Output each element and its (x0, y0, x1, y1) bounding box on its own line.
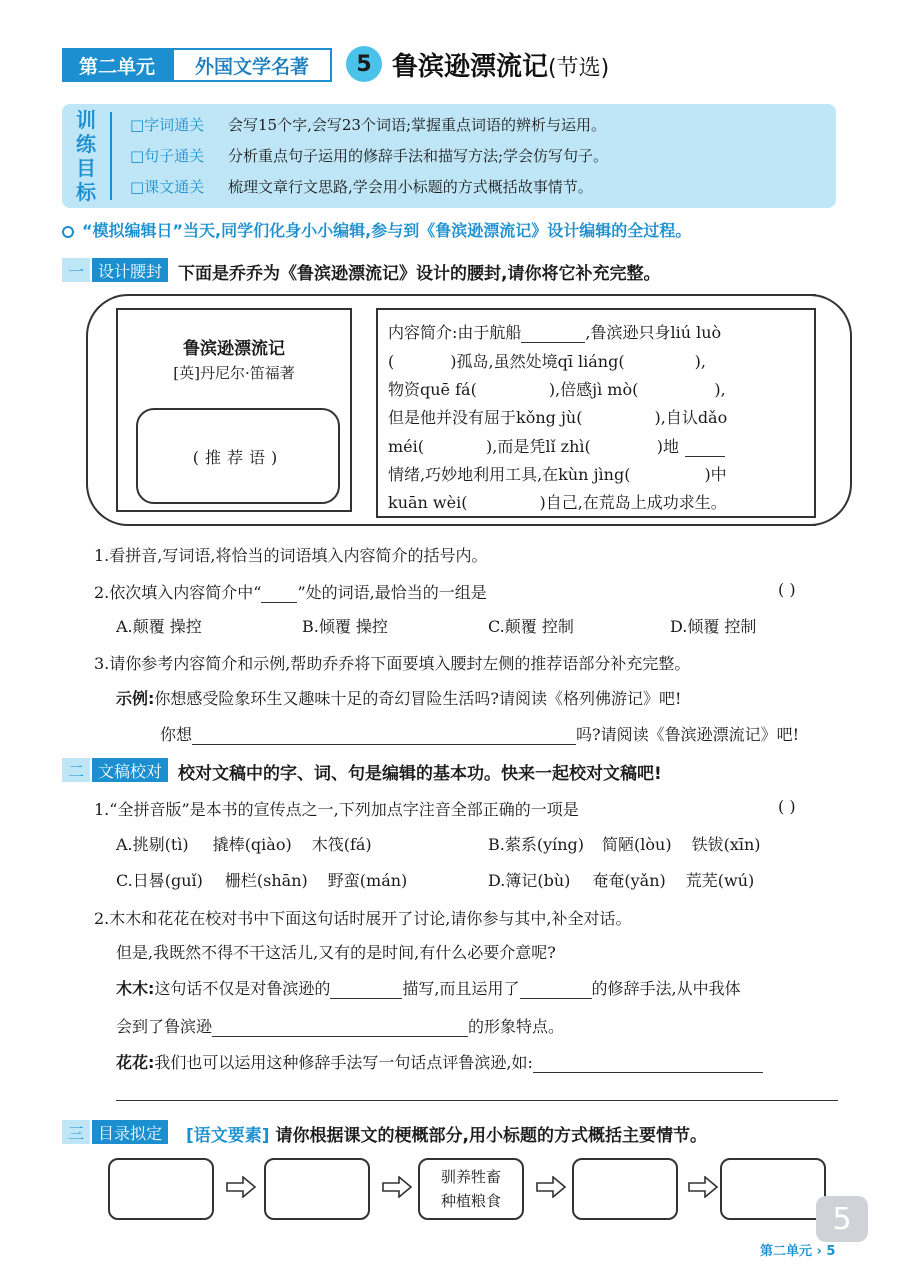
right-arrow-icon (688, 1176, 718, 1198)
blank-mumu-1[interactable] (330, 998, 402, 999)
lesson-number: 5 (346, 46, 382, 82)
section-2-instruction: 校对文稿中的字、词、句是编辑的基本功。快来一起校对文稿吧! (178, 764, 662, 784)
blank-mumu-3[interactable] (212, 1036, 468, 1037)
mumu-line-1: 木木:这句话不仅是对鲁滨逊的 描写,而且运用了 的修辞手法,从中我体 (116, 979, 741, 998)
right-arrow-icon (382, 1176, 412, 1198)
section-1-number: 一 (62, 258, 90, 282)
s2-question-2: 2.木木和花花在校对书中下面这句话时展开了讨论,请你参与其中,补全对话。 (94, 909, 632, 928)
option-b[interactable]: B.倾覆 操控 (302, 617, 388, 636)
book-author: [英]丹尼尔·笛福著 (173, 364, 295, 382)
goal-words: □字词通关 会写15个字,会写23个词语;掌握重点词语的辨析与运用。 (130, 116, 606, 134)
summary-line-2: ( )孤岛,虽然处境qī liáng( ), (388, 352, 706, 371)
blank-recommend[interactable] (192, 744, 576, 745)
unit-topic: 外国文学名著 (172, 48, 332, 82)
goals-label: 训 练 目 标 (76, 108, 96, 204)
answer-line[interactable] (116, 1100, 838, 1101)
flow-box-5[interactable] (720, 1158, 826, 1220)
option-a-pinyin[interactable]: A.挑剔(tì) 撬棒(qiào) 木筏(fá) (116, 835, 372, 854)
section-3-instruction: [语文要素] 请你根据课文的梗概部分,用小标题的方式概括主要情节。 (186, 1126, 708, 1146)
blank-mumu-2[interactable] (520, 998, 592, 999)
right-arrow-icon (226, 1176, 256, 1198)
summary-line-5: méi( ),而是凭lǐ zhì( )地 (388, 434, 725, 457)
blank-2[interactable] (685, 456, 725, 457)
section-2-number: 二 (62, 758, 90, 782)
answer-paren-1[interactable]: ( ) (778, 580, 796, 599)
unit-label: 第二单元 (62, 48, 172, 82)
flow-box-3: 驯养牲畜 种植粮食 (418, 1158, 524, 1220)
summary-line-7: kuān wèi( )自己,在荒岛上成功求生。 (388, 493, 727, 512)
option-b-pinyin[interactable]: B.萦系(yíng) 简陋(lòu) 铁钹(xīn) (488, 835, 761, 854)
page-title: 鲁滨逊漂流记(节选) (392, 52, 610, 82)
mumu-line-2: 会到了鲁滨逊 的形象特点。 (116, 1017, 565, 1036)
fill-line: 你想 吗?请阅读《鲁滨逊漂流记》吧! (160, 725, 800, 744)
flow-box-2[interactable] (264, 1158, 370, 1220)
blank-huahua[interactable] (533, 1072, 763, 1073)
book-title: 鲁滨逊漂流记 (183, 339, 285, 359)
circle-bullet-icon (62, 226, 74, 238)
option-c-pinyin[interactable]: C.日晷(guǐ) 栅栏(shān) 野蛮(mán) (116, 871, 408, 890)
summary-line-4: 但是他并没有屈于kǒng jù( ),自认dǎo (388, 408, 728, 427)
flow-box-4[interactable] (572, 1158, 678, 1220)
s1-question-3: 3.请你参考内容简介和示例,帮助乔乔将下面要填入腰封左侧的推荐语部分补充完整。 (94, 654, 691, 673)
huahua-line: 花花:我们也可以运用这种修辞手法写一句话点评鲁滨逊,如: (116, 1050, 763, 1073)
summary-line-1: 内容简介:由于航船 ,鲁滨逊只身liú luò (388, 323, 722, 342)
blank-q2[interactable] (261, 602, 297, 603)
section-2-tag: 文稿校对 (92, 758, 168, 782)
option-d[interactable]: D.倾覆 控制 (670, 617, 757, 636)
section-1-instruction: 下面是乔乔为《鲁滨逊漂流记》设计的腰封,请你将它补充完整。 (178, 264, 661, 284)
summary-line-3: 物资quē fá( ),倍感jì mò( ), (388, 380, 726, 399)
page-footer: 第二单元 › 5 (760, 1244, 836, 1259)
option-a[interactable]: A.颠覆 操控 (116, 617, 202, 636)
option-c[interactable]: C.颠覆 控制 (488, 617, 574, 636)
blank-1[interactable] (521, 342, 585, 343)
option-d-pinyin[interactable]: D.簿记(bù) 奄奄(yǎn) 荒芜(wú) (488, 871, 755, 890)
s1-question-1: 1.看拼音,写词语,将恰当的词语填入内容简介的括号内。 (94, 546, 488, 565)
right-arrow-icon (536, 1176, 566, 1198)
summary-line-6: 情绪,巧妙地利用工具,在kùn jìng( )中 (388, 465, 727, 484)
section-3-tag: 目录拟定 (92, 1120, 168, 1144)
flow-box-1[interactable] (108, 1158, 214, 1220)
quote-line: 但是,我既然不得不干这活儿,又有的是时间,有什么必要介意呢? (116, 943, 556, 962)
s1-question-2: 2.依次填入内容简介中“ ”处的词语,最恰当的一组是 (94, 583, 487, 602)
goal-sentences: □句子通关 分析重点句子运用的修辞手法和描写方法;学会仿写句子。 (130, 147, 609, 165)
answer-paren-2[interactable]: ( ) (778, 797, 796, 816)
goals-divider (110, 112, 112, 200)
page-badge: 5 (816, 1196, 868, 1242)
section-3-number: 三 (62, 1120, 90, 1144)
s2-question-1: 1.“全拼音版”是本书的宣传点之一,下列加点字注音全部正确的一项是 (94, 800, 579, 819)
recommendation-box[interactable]: (推荐语) (136, 408, 340, 504)
goal-text: □课文通关 梳理文章行文思路,学会用小标题的方式概括故事情节。 (130, 178, 593, 196)
section-1-tag: 设计腰封 (92, 258, 168, 282)
intro-line: “模拟编辑日”当天,同学们化身小小编辑,参与到《鲁滨逊漂流记》设计编辑的全过程。 (62, 218, 691, 241)
example-line: 示例:你想感受险象环生又趣味十足的奇幻冒险生活吗?请阅读《格列佛游记》吧! (116, 689, 682, 708)
